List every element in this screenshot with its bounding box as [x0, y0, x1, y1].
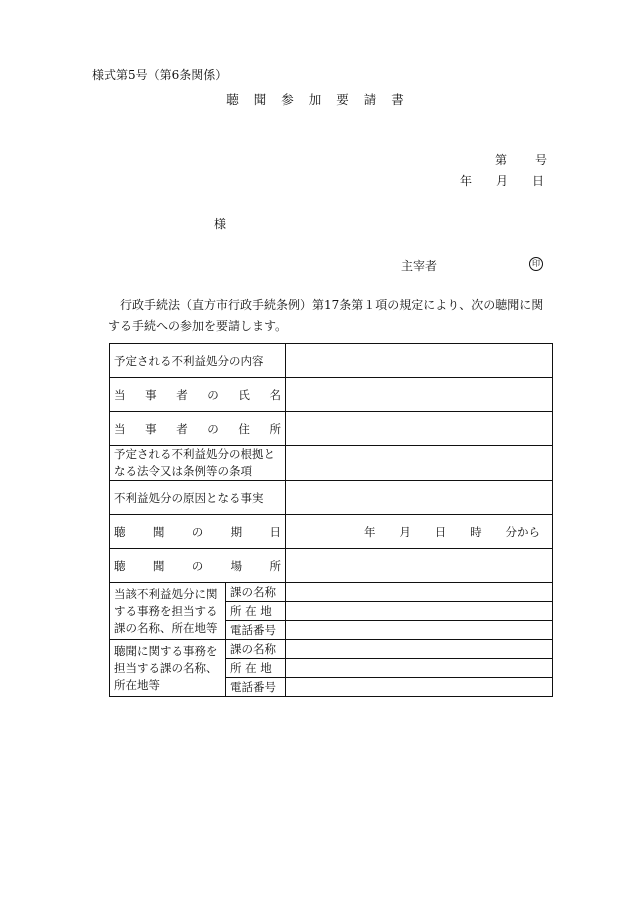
dept2-sub-address: 所 在 地: [226, 659, 286, 678]
dept1-value-phone[interactable]: [286, 621, 553, 640]
label-char: 聴: [114, 558, 126, 573]
table-row: [110, 412, 553, 446]
row-value-party-name[interactable]: [286, 378, 553, 412]
number-prefix: 第: [495, 153, 508, 167]
body-text: 行政手続法（直方市行政手続条例）第17条第１項の規定により、次の聴聞に関する手続への参加を要請します。: [108, 298, 544, 333]
date-year: 年: [460, 174, 473, 188]
row-label-cause: 不利益処分の原因となる事実: [110, 481, 286, 515]
row-label-legal-basis: 予定される不利益処分の根拠となる法令又は条例等の条項: [110, 446, 286, 481]
date-part-hour: 時: [470, 524, 482, 539]
dept1-sub-address: 所 在 地: [226, 602, 286, 621]
label-char: 者: [176, 421, 188, 436]
dept1-label: 当該不利益処分に関する事務を担当する課の名称、所在地等: [110, 583, 226, 640]
label-char: 者: [176, 387, 188, 402]
label-char: 所: [269, 421, 281, 436]
dept1-value-address[interactable]: [286, 602, 553, 621]
label-char: 聞: [152, 524, 165, 539]
table-row: [110, 481, 553, 515]
table-row: [110, 549, 553, 583]
row-label-hearing-date: [110, 515, 286, 549]
date-month: 月: [496, 174, 509, 188]
row-value-content[interactable]: [286, 344, 553, 378]
date-part-year: 年: [364, 524, 376, 539]
issue-date: [460, 172, 544, 189]
label-char: 名: [269, 387, 281, 402]
dept1-value-name[interactable]: [286, 583, 553, 602]
label-char: 期: [230, 524, 243, 539]
row-value-hearing-place[interactable]: [286, 549, 553, 583]
row-label-content: 予定される不利益処分の内容: [110, 344, 286, 378]
date-part-month: 月: [399, 524, 411, 539]
row-label-party-name: [110, 378, 286, 412]
form-number: 様式第5号（第6条関係）: [92, 68, 228, 82]
label-char: 事: [145, 387, 157, 402]
dept2-label: 聴聞に関する事務を担当する課の名称、所在地等: [110, 640, 226, 697]
table-row: [110, 583, 553, 602]
dept2-value-address[interactable]: [286, 659, 553, 678]
date-day: 日: [532, 174, 545, 188]
dept1-sub-phone: 電話番号: [226, 621, 286, 640]
label-char: 氏: [238, 387, 250, 402]
document-number: [495, 151, 547, 168]
dept2-value-phone[interactable]: [286, 678, 553, 697]
label-char: 聴: [114, 524, 126, 539]
label-char: の: [191, 524, 204, 539]
dept2-sub-name: 課の名称: [226, 640, 286, 659]
dept1-sub-name: 課の名称: [226, 583, 286, 602]
table-row: [110, 378, 553, 412]
label-char: 当: [114, 421, 126, 436]
label-char: 場: [230, 558, 243, 573]
table-row: [110, 515, 553, 549]
number-suffix: 号: [535, 153, 548, 167]
dept2-sub-phone: 電話番号: [226, 678, 286, 697]
label-char: 事: [145, 421, 157, 436]
addressee-honorific: 様: [214, 217, 227, 231]
presider-label: 主宰者: [401, 259, 438, 273]
date-part-day: 日: [434, 524, 447, 539]
label-char: 当: [114, 387, 126, 402]
row-value-legal-basis[interactable]: [286, 446, 553, 481]
date-part-minute: 分から: [505, 524, 540, 539]
row-value-cause[interactable]: [286, 481, 553, 515]
table-row: [110, 640, 553, 659]
table-row: [110, 446, 553, 481]
row-value-party-address[interactable]: [286, 412, 553, 446]
row-label-party-address: [110, 412, 286, 446]
seal-mark: 印: [529, 257, 543, 271]
label-char: 聞: [152, 558, 165, 573]
label-char: の: [207, 421, 219, 436]
label-char: 日: [269, 524, 281, 539]
row-label-hearing-place: [110, 549, 286, 583]
row-value-hearing-date[interactable]: [286, 515, 553, 549]
request-form-table: [109, 343, 553, 697]
label-char: の: [191, 558, 204, 573]
dept2-value-name[interactable]: [286, 640, 553, 659]
label-char: 所: [269, 558, 281, 573]
label-char: 住: [238, 421, 250, 436]
document-title: 聴聞参加要請書: [226, 92, 419, 107]
label-char: の: [207, 387, 219, 402]
table-row: [110, 344, 553, 378]
